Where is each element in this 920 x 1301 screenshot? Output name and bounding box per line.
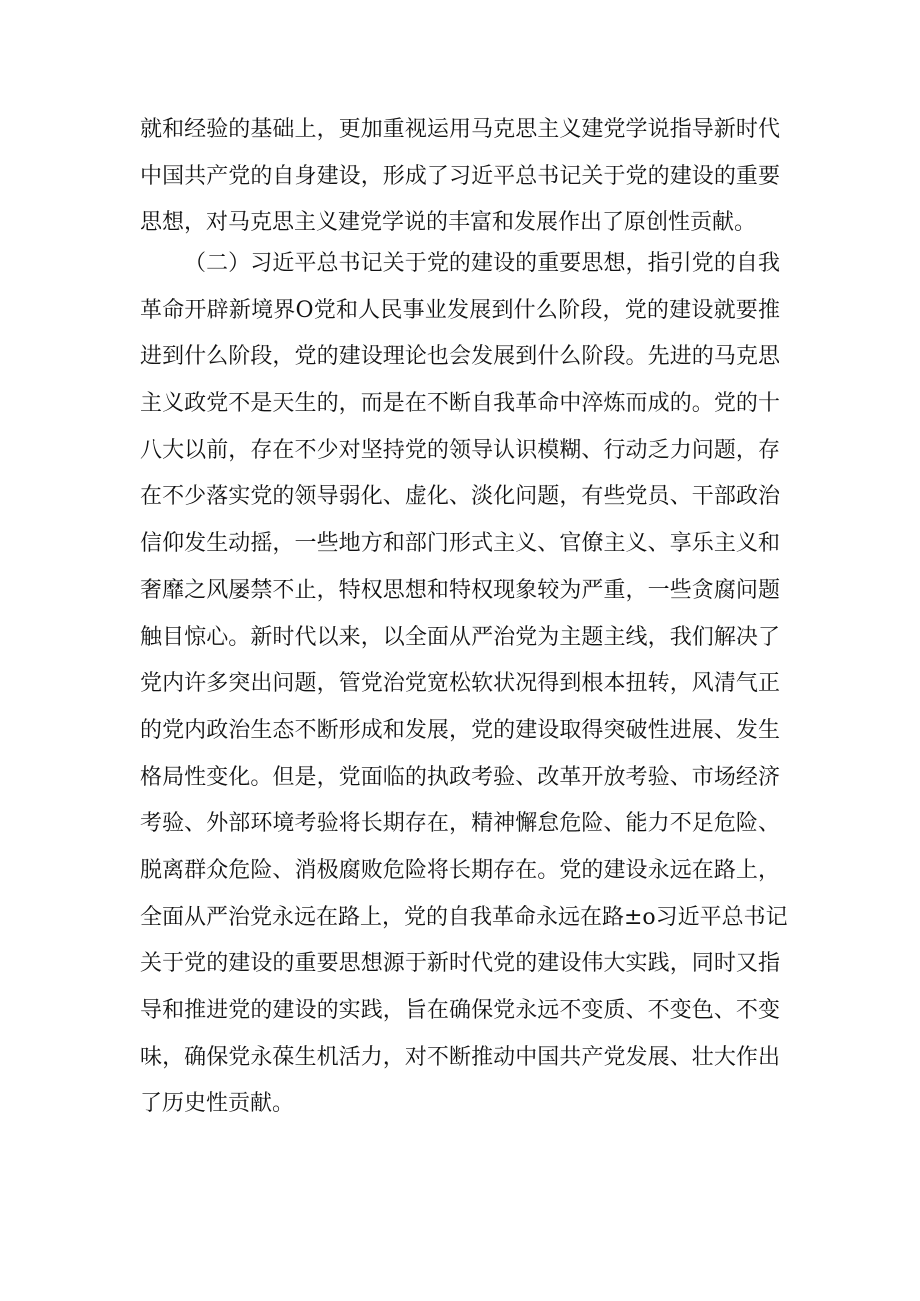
paragraph-line: 革命开辟新境界O党和人民事业发展到什么阶段，党的建设就要推	[140, 297, 780, 323]
paragraph-line: 味，确保党永葆生机活力，对不断推动中国共产党发展、壮大作出	[140, 1044, 780, 1070]
paragraph-line: 进到什么阶段，党的建设理论也会发展到什么阶段。先进的马克思	[140, 344, 780, 370]
paragraph-line: 了历史性贡献。	[140, 1091, 295, 1117]
paragraph-line: 八大以前，存在不少对坚持党的领导认识模糊、行动乏力问题，存	[140, 437, 780, 463]
paragraph-line: 脱离群众危险、消极腐败危险将长期存在。党的建设永远在路上，	[140, 857, 780, 883]
paragraph-line: 中国共产党的自身建设，形成了习近平总书记关于党的建设的重要	[140, 163, 780, 189]
paragraph-line: 党内许多突出问题，管党治党宽松软状况得到根本扭转，风清气正	[140, 671, 780, 697]
paragraph-line: 关于党的建设的重要思想源于新时代党的建设伟大实践，同时又指	[140, 951, 780, 977]
paragraph-line: 全面从严治党永远在路上，党的自我革命永远在路±o习近平总书记	[140, 904, 788, 930]
paragraph-line: 就和经验的基础上，更加重视运用马克思主义建党学说指导新时代	[140, 117, 780, 142]
paragraph-line: 格局性变化。但是，党面临的执政考验、改革开放考验、市场经济	[140, 764, 780, 790]
paragraph-line: 主义政党不是天生的，而是在不断自我革命中淬炼而成的。党的十	[140, 391, 780, 417]
paragraph-line: 触目惊心。新时代以来，以全面从严治党为主题主线，我们解决了	[140, 624, 780, 650]
paragraph-line: 的党内政治生态不断形成和发展，党的建设取得突破性进展、发生	[140, 717, 780, 743]
paragraph-line: 奢靡之风屡禁不止，特权思想和特权现象较为严重，一些贪腐问题	[140, 577, 780, 603]
paragraph-line: 在不少落实党的领导弱化、虚化、淡化问题，有些党员、干部政治	[140, 484, 780, 510]
paragraph-line: 考验、外部环境考验将长期存在，精神懈怠危险、能力不足危险、	[140, 811, 780, 837]
paragraph-1	[140, 107, 780, 247]
paragraph-2	[140, 241, 788, 1128]
paragraph-line: 思想，对马克思主义建党学说的丰富和发展作出了原创性贡献。	[140, 210, 757, 236]
paragraph-line: （二）习近平总书记关于党的建设的重要思想，指引党的自我	[184, 251, 780, 276]
paragraph-line: 导和推进党的建设的实践，旨在确保党永远不变质、不变色、不变	[140, 998, 780, 1023]
paragraph-line: 信仰发生动摇，一些地方和部门形式主义、官僚主义、享乐主义和	[140, 531, 780, 557]
